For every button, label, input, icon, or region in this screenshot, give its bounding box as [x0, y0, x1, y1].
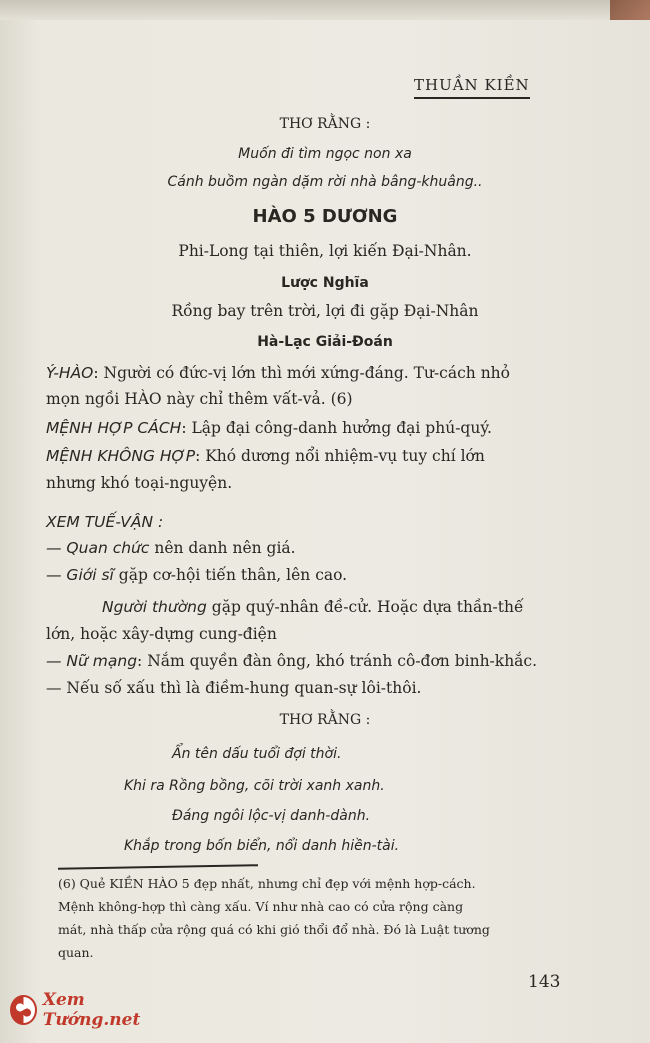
- xem-nguoi-label: Người thường: [102, 598, 207, 616]
- footnote-divider: [58, 864, 258, 869]
- yin-yang-icon: [10, 995, 37, 1025]
- luoc-nghia-text: Rồng bay trên trời, lợi đi gặp Đại-Nhân: [171, 302, 479, 320]
- watermark-logo: [10, 990, 170, 1030]
- xem-nu-label: — Nữ mạng: [46, 652, 138, 670]
- xem-gioi-label: — Giới sĩ: [46, 566, 114, 584]
- menh-khong-line-1: [46, 447, 485, 465]
- watermark-text: Xem Tướng.net: [42, 990, 141, 1030]
- menh-hop-text: : Lập đại công-danh hưởng đại phú-quý.: [181, 419, 492, 437]
- poem2-line-1: Ẩn tên dấu tuổi đợi thời.: [172, 746, 342, 762]
- poem2-line-4: Khắp trong bốn biển, nổi danh hiền-tài.: [124, 838, 400, 854]
- footnote-line-3: mát, nhà thấp cửa rộng quá có khi gió thổi đổ nhà. Đó là Luật tương: [58, 922, 490, 937]
- menh-khong-text-1: : Khó dương nổi nhiệm-vụ tuy chí lớn: [195, 447, 485, 465]
- footnote-line-4: quan.: [58, 945, 94, 960]
- y-hao-line-1: [46, 364, 510, 382]
- page-top-edge: [0, 0, 650, 20]
- poem2-line-3: Đáng ngôi lộc-vị danh-dành.: [172, 808, 371, 824]
- y-hao-label: Ý-HÀO: [46, 364, 94, 382]
- xem-quan-label: — Quan chức: [46, 539, 150, 557]
- y-hao-line-2: mọn ngồi HÀO này chỉ thêm vất-vả. (6): [46, 390, 353, 408]
- menh-khong-line-2: nhưng khó toại-nguyện.: [46, 474, 233, 492]
- page-number: 143: [528, 972, 561, 992]
- hao-title: HÀO 5 DƯƠNG: [252, 206, 398, 227]
- y-hao-text-1: : Người có đức-vị lớn thì mới xứng-đáng. Tư-cách nhỏ: [93, 364, 510, 382]
- xem-quan-text: nên danh nên giá.: [154, 539, 296, 557]
- xem-nguoi-line-1: [102, 598, 524, 616]
- page-corner: [610, 0, 650, 20]
- hao-text: Phi-Long tại thiên, lợi kiến Đại-Nhân.: [178, 242, 472, 260]
- xem-nu-line: [46, 652, 537, 670]
- xem-nguoi-line-2: lớn, hoặc xây-dựng cung-điện: [46, 625, 277, 643]
- footnote-line-1: (6) Quẻ KIỀN HÀO 5 đẹp nhất, nhưng chỉ đẹp với mệnh hợp-cách.: [58, 876, 476, 891]
- poem1-line-1: Muốn đi tìm ngọc non xa: [238, 146, 412, 162]
- luoc-nghia-title: Lược Nghĩa: [281, 275, 369, 291]
- xem-nu-text: : Nắm quyền đàn ông, khó tránh cô-đơn binh-khắc.: [137, 652, 538, 670]
- running-header: THUẦN KIỀN: [414, 76, 530, 99]
- poem2-heading: THƠ RẰNG :: [279, 712, 371, 728]
- menh-khong-label: MỆNH KHÔNG HỢP: [46, 447, 196, 465]
- xem-neu-line: — Nếu số xấu thì là điềm-hung quan-sự lôi-thôi.: [46, 679, 422, 697]
- xem-quan-line: [46, 539, 296, 557]
- menh-hop-label: MỆNH HỢP CÁCH: [46, 419, 182, 437]
- footnote-line-2: Mệnh không-hợp thì càng xấu. Ví như nhà cao có cửa rộng càng: [58, 899, 464, 914]
- menh-hop-line: [46, 419, 492, 437]
- xem-nguoi-text-1: gặp quý-nhân đề-cử. Hoặc dựa thần-thế: [211, 598, 524, 616]
- xem-heading: XEM TUẾ-VẬN :: [46, 513, 164, 531]
- poem1-line-2: Cánh buồm ngàn dặm rời nhà bâng-khuâng..: [167, 174, 483, 190]
- xem-gioi-text: gặp cơ-hội tiến thân, lên cao.: [118, 566, 348, 584]
- poem1-heading: THƠ RẰNG :: [279, 116, 371, 132]
- xem-gioi-line: [46, 566, 347, 584]
- poem2-line-2: Khi ra Rồng bồng, cõi trời xanh xanh.: [124, 778, 385, 794]
- giai-doan-title: Hà-Lạc Giải-Đoán: [257, 334, 393, 350]
